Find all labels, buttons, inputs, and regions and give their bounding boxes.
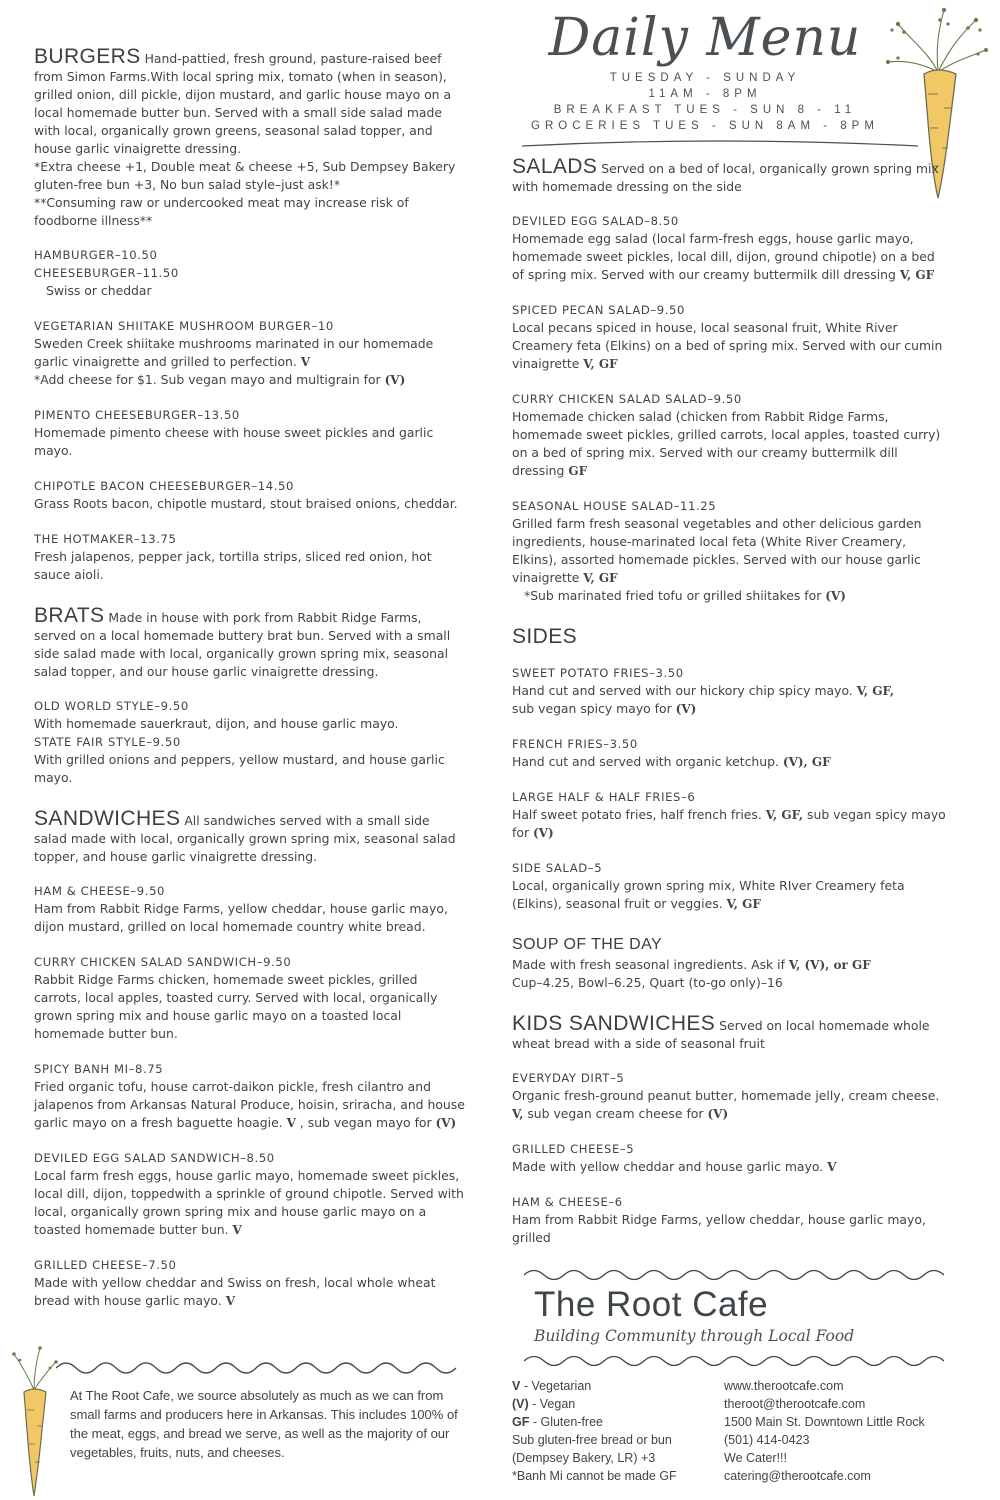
item-title: DEVILED EGG SALAD–8.50 [512,214,679,228]
item-title: EVERYDAY DIRT–5 [512,1071,625,1085]
section-description: Hand-pattied, fresh ground, pasture-raised beef from Simon Farms.With local spring mix, tomato (when in season), grilled onion, dill pickle, dijon mustard, and garlic house mayo on a local homemade butter bun. Served with a small side salad made with local, organically grown greens, seasonal salad topper, and house garlic vinaigrette dressing. [34,51,452,156]
menu-item [34,882,466,936]
item-description [512,1158,948,1176]
dietary-tag: V [300,355,311,369]
item-text: Ham from Rabbit Ridge Farms, yellow cheddar, house garlic mayo, grilled [512,1212,926,1245]
item-text: Local pecans spiced in house, local seasonal fruit, White River Creamery feta (Elkins) on a bed of spring mix. Served with our cumin vinaigrette [512,320,943,371]
item-text: Made with yellow cheddar and house garlic mayo. [512,1159,824,1174]
logo-name: The Root Cafe [534,1285,769,1324]
item-text: Grass Roots bacon, chipotle mustard, stout braised onions, cheddar. [34,496,458,511]
item-title: LARGE HALF & HALF FRIES–6 [512,790,696,804]
hours-line: 11AM - 8PM [648,88,762,100]
section-spacer [34,1327,466,1333]
item-extra: *Sub marinated fried tofu or grilled shiitakes for [524,588,822,603]
item-description [512,1211,948,1247]
item-text: Homemade chicken salad (chicken from Rabbit Ridge Farms, homemade sweet pickles, grilled carrots, local apples, toasted curry) on a bed of spring mix. Served with our creamy buttermilk dill dressing [512,409,941,478]
dietary-tag: V, GF [583,357,618,371]
item-description [34,751,466,787]
item-text: Grilled farm fresh seasonal vegetables and other delicious garden ingredients, house-marinated local feta (White River Creamery, Elkins), assorted homemade pickles. Served with our house garlic vinaigrette [512,516,922,585]
item-description [512,682,948,700]
menu-item [34,246,466,264]
root-cafe-logo [534,1284,934,1346]
menu-item [34,697,466,733]
dietary-tag: GF [568,464,588,478]
item-title: SWEET POTATO FRIES–3.50 [512,666,684,680]
dietary-tag: V, GF [726,897,761,911]
item-description [512,319,948,373]
catering-email-link[interactable]: catering@therootcafe.com [724,1469,871,1483]
section-description: All sandwiches served with a small side salad made with local, organically grown spring mix, seasonal salad topper, and house garlic vinaigrette dressing. [34,813,456,864]
item-title: HAM & CHEESE–6 [512,1195,623,1209]
legend-entry: V - Vegetarian [512,1379,592,1393]
menu-item [34,1060,466,1132]
section-note: *Extra cheese +1, Double meat & cheese +5, Sub Dempsey Bakery gluten-free bun +3, No bun salad style–just ask!* [34,159,456,192]
section-header [512,1012,948,1053]
item-extra: *Add cheese for $1. Sub vegan mayo and multigrain for [34,372,381,387]
item-title: CHIPOTLE BACON CHEESEBURGER–14.50 [34,479,294,493]
item-text: Made with fresh seasonal ingredients. Ask if [512,957,785,972]
item-text: Fresh jalapenos, pepper jack, tortilla strips, sliced red onion, hot sauce aioli. [34,549,432,582]
legend-entry: GF - Gluten-free [512,1415,603,1429]
item-description [512,1087,948,1123]
carrot-small-icon [4,1340,64,1500]
section-title: BURGERS [34,45,141,68]
dietary-tag: (V) [707,1107,729,1121]
item-title: OLD WORLD STYLE–9.50 [34,699,189,713]
item-description [512,408,948,480]
menu-item [512,788,948,842]
dietary-tag: V [232,1223,242,1237]
item-description [34,282,466,300]
hours-line: TUESDAY - SUNDAY [609,72,801,84]
section-title: SIDES [512,625,578,648]
item-description [34,971,466,1043]
menu-item [512,1140,948,1176]
item-title: CURRY CHICKEN SALAD SALAD–9.50 [512,392,742,406]
section-header [34,604,466,681]
wavy-divider [56,1356,466,1380]
section-title: SANDWICHES [34,807,181,830]
menu-item [512,301,948,373]
item-text: Hand cut and served with organic ketchup. [512,754,779,769]
website-link[interactable]: www.therootcafe.com [724,1379,844,1393]
menu-item [34,264,466,300]
menu-item [512,664,948,718]
item-title: SIDE SALAD–5 [512,861,603,875]
item-description [512,753,948,771]
item-text: Homemade egg salad (local farm-fresh eggs, house garlic mayo, homemade sweet pickles, local dill, dijon, ground chipotle) on a bed of spring mix. Served with our creamy buttermilk dill dressing [512,231,935,282]
section-header [34,45,466,230]
dietary-tag: V, GF [583,571,618,585]
phone[interactable]: (501) 414-0423 [724,1433,810,1447]
wavy-divider [524,1350,944,1372]
email-link[interactable]: theroot@therootcafe.com [724,1397,866,1411]
section-title: SOUP OF THE DAY [512,936,663,953]
item-title: GRILLED CHEESE–7.50 [34,1258,177,1272]
menu-item [34,406,466,460]
item-text: Local farm fresh eggs, house garlic mayo, homemade sweet pickles, local dill, dijon, toppedwith a sprinkle of ground chipotle. Served with local, organically grown spring mix and house garlic mayo on a toasted homemade butter bun. [34,1168,464,1237]
hours-line: BREAKFAST TUES - SUN 8 - 11 [553,104,857,116]
right-column [512,155,948,1270]
section-description: Served on local homemade whole wheat bread with a side of seasonal fruit [512,1018,930,1051]
menu-item [512,1193,948,1247]
section-header [512,155,948,196]
item-title: DEVILED EGG SALAD SANDWICH–8.50 [34,1151,275,1165]
item-text: Ham from Rabbit Ridge Farms, yellow cheddar, house garlic mayo, dijon mustard, grilled on local homemade country white bread. [34,901,448,934]
menu-item [512,390,948,480]
section-description: Served on a bed of local, organically grown spring mix with homemade dressing on the side [512,161,939,194]
item-title: STATE FAIR STYLE–9.50 [34,735,181,749]
menu-item [512,497,948,605]
menu-item [512,735,948,771]
menu-title: Daily Menu [548,8,862,68]
item-title: SPICY BANH MI–8.75 [34,1062,164,1076]
item-description [512,956,948,974]
item-text: Homemade pimento cheese with house sweet pickles and garlic mayo. [34,425,434,458]
dietary-tag: V, GF, [765,808,804,822]
dietary-tag: V, GF, [856,684,895,698]
legend-note: Sub gluten-free bread or bun [512,1433,672,1447]
item-extra: Cup–4.25, Bowl–6.25, Quart (to-go only)–16 [512,975,783,990]
item-extra: , sub vegan mayo for [299,1115,432,1130]
dietary-tag: (V) [384,373,406,387]
item-title: SEASONAL HOUSE SALAD–11.25 [512,499,717,513]
catering-note: We Cater!!! [724,1451,787,1465]
dietary-tag: (V) [435,1116,457,1130]
item-title: GRILLED CHEESE–5 [512,1142,635,1156]
item-text: Rabbit Ridge Farms chicken, homemade sweet pickles, grilled carrots, local apples, toasted curry. Served with local, organically grown spring mix and house garlic mayo on a toasted local homemade butter bun. [34,972,438,1041]
item-title: PIMENTO CHEESEBURGER–13.50 [34,408,240,422]
item-description [512,230,948,284]
item-description [34,1274,466,1310]
item-text: Swiss or cheddar [46,283,152,298]
item-extra-line [512,700,948,718]
item-text: Organic fresh-ground peanut butter, homemade jelly, cream cheese. [512,1088,940,1103]
contact-info [724,1377,984,1485]
item-extra-line [34,371,466,389]
item-description [34,900,466,936]
item-description [34,715,466,733]
item-description [34,335,466,371]
section-title: KIDS SANDWICHES [512,1012,716,1035]
item-text: Half sweet potato fries, half french fries. [512,807,762,822]
item-text: Hand cut and served with our hickory chip spicy mayo. [512,683,853,698]
item-title: CHEESEBURGER–11.50 [34,266,179,280]
menu-item [512,212,948,284]
dietary-tag: V, GF [899,268,935,282]
section-header [512,625,948,648]
section-title: BRATS [34,604,105,627]
legend-note: (Dempsey Bakery, LR) +3 [512,1451,656,1465]
item-title: FRENCH FRIES–3.50 [512,737,638,751]
dietary-tag: (V), GF [782,755,831,769]
sourcing-statement: At The Root Cafe, we source absolutely as much as we can from small farms and producers here in Arkansas. This includes 100% of the meat, eggs, and bread we serve, as well as the majority of our vegetables, fruits, nuts, and cheeses. [70,1388,458,1460]
item-description [34,495,466,513]
address: 1500 Main St. Downtown Little Rock [724,1415,925,1429]
item-description [34,1078,466,1132]
menu-item [34,530,466,584]
item-extra: sub vegan spicy mayo for [512,807,946,840]
section-header [34,807,466,866]
item-description [512,515,948,587]
menu-item [34,953,466,1043]
item-text: Sweden Creek shiitake mushrooms marinated in our homemade garlic vinaigrette and grilled to perfection. [34,336,434,369]
section-note: **Consuming raw or undercooked meat may increase risk of foodborne illness** [34,195,409,228]
item-extra: sub vegan spicy mayo for [512,701,672,716]
section-title: SALADS [512,155,598,178]
item-description [34,424,466,460]
dietary-tag: V [827,1160,837,1174]
item-text: Local, organically grown spring mix, White RIver Creamery feta (Elkins), seasonal fruit or veggies. [512,878,905,911]
wavy-divider [524,1264,944,1286]
item-extra-line [512,974,948,992]
logo-tagline: Building Community through Local Food [534,1327,855,1345]
menu-item [512,1069,948,1123]
dietary-tag: V, [512,1107,524,1121]
dietary-tag: V, (V), or GF [788,958,871,972]
item-description [34,548,466,584]
menu-item [512,859,948,913]
dietary-tag: (V) [533,826,554,840]
item-title: THE HOTMAKER–13.75 [34,532,177,546]
item-text: Fried organic tofu, house carrot-daikon pickle, fresh cilantro and jalapenos from Arkansas Natural Produce, hoisin, sriracha, and house garlic mayo on a fresh baguette hoagie. [34,1079,465,1130]
item-extra-line [512,587,948,605]
item-title: HAM & CHEESE–9.50 [34,884,166,898]
section-description: Made in house with pork from Rabbit Ridge Farms, served on a local homemade buttery brat bun. Served with a small side salad made with local, organically grown spring mix, seasonal salad topper, and our house garlic vinaigrette dressing. [34,610,451,679]
left-column [34,45,466,1333]
item-title: VEGETARIAN SHIITAKE MUSHROOM BURGER–10 [34,319,334,333]
hours-line: GROCERIES TUES - SUN 8AM - 8PM [531,120,879,132]
legend-note: *Banh Mi cannot be made GF [512,1469,677,1483]
dietary-tag: V [225,1294,235,1308]
item-extra: sub vegan cream cheese for [527,1106,704,1121]
dietary-tag: V [286,1116,296,1130]
menu-item [34,733,466,787]
item-text: With grilled onions and peppers, yellow mustard, and house garlic mayo. [34,752,445,785]
menu-item [34,477,466,513]
section-header [512,936,948,954]
item-text: Made with yellow cheddar and Swiss on fresh, local whole wheat bread with house garlic mayo. [34,1275,436,1308]
dietary-tag: (V) [675,702,697,716]
item-title: SPICED PECAN SALAD–9.50 [512,303,686,317]
item-title: HAMBURGER–10.50 [34,248,158,262]
item-description [512,806,948,842]
dietary-legend [512,1377,722,1485]
item-text: With homemade sauerkraut, dijon, and house garlic mayo. [34,716,399,731]
item-description [34,1167,466,1239]
legend-entry: (V) - Vegan [512,1397,576,1411]
menu-item [512,956,948,992]
item-title: CURRY CHICKEN SALAD SANDWICH–9.50 [34,955,292,969]
menu-item [34,1149,466,1239]
dietary-tag: (V) [825,589,846,603]
menu-item [34,317,466,389]
menu-item [34,1256,466,1310]
item-description [512,877,948,913]
